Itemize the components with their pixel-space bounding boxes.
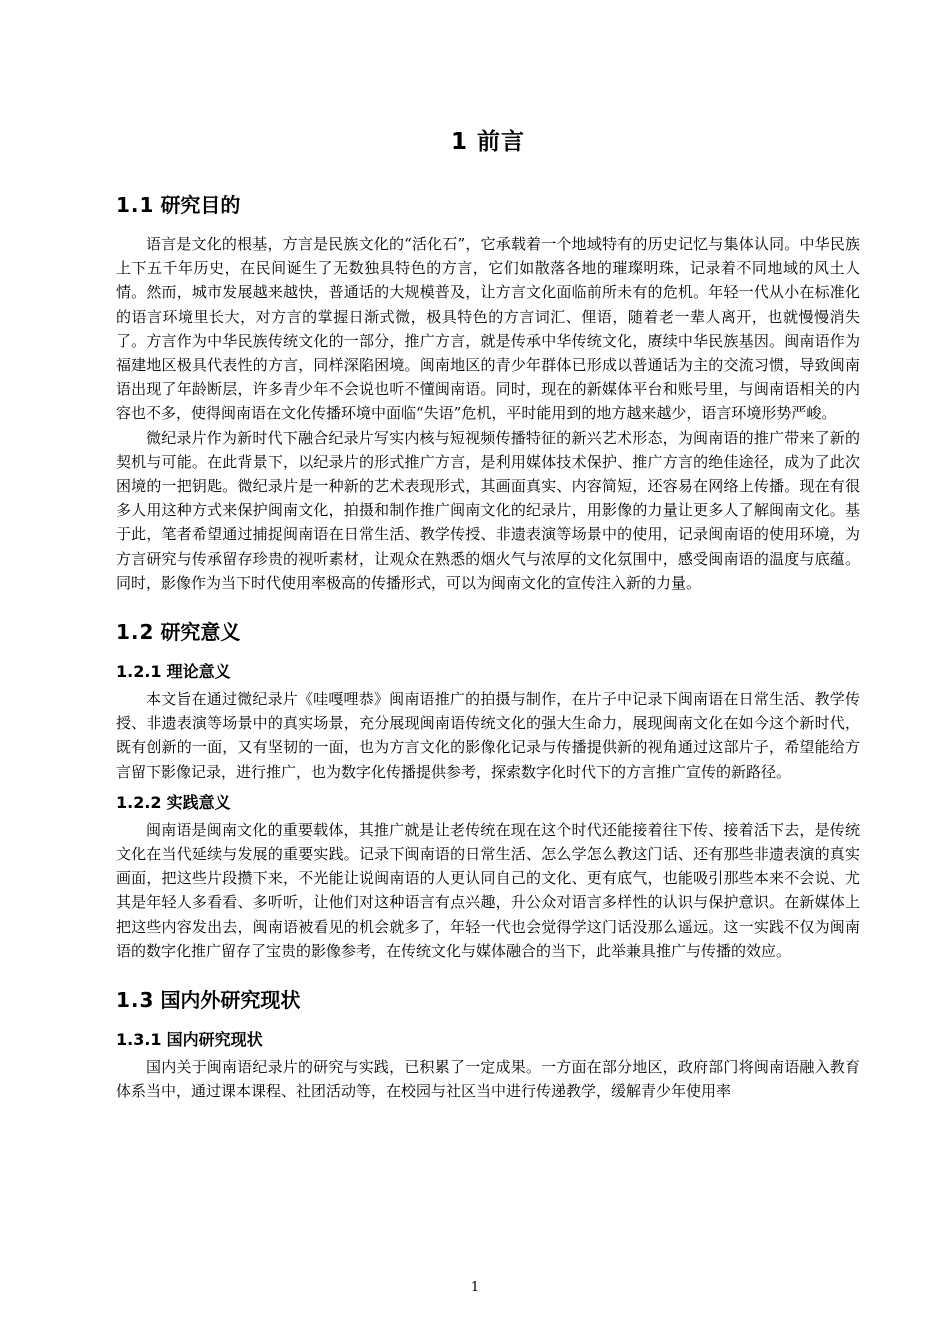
subsection-title: 理论意义 (166, 662, 231, 682)
section-heading-1-3 (116, 985, 860, 1015)
section-number: 1.2 (116, 620, 155, 645)
subsection-heading-1-2-2 (116, 790, 860, 816)
section-number: 1.3 (116, 988, 155, 1013)
section-heading-1-1 (116, 190, 860, 220)
subsection-number: 1.2.2 (116, 792, 162, 812)
subsection-title: 国内研究现状 (166, 1030, 263, 1050)
paragraph: 语言是文化的根基，方言是民族文化的“活化石”，它承载着一个地域特有的历史记忆与集体认同。中华民族上下五千年历史，在民间诞生了无数独具特色的方言，它们如散落各地的璀璨明珠，记录着不同地域的风土人情。然而，城市发展越来越快，普通话的大规模普及，让方言文化面临前所未有的危机。年轻一代从小在标准化的语言环境里长大，对方言的掌握日渐式微，极具特色的方言词汇、俚语，随着老一辈人离开，也就慢慢消失了。方言作为中华民族传统文化的一部分，推广方言，就是传承中华传统文化，赓续中华民族基因。闽南语作为福建地区极具代表性的方言，同样深陷困境。闽南地区的青少年群体已形成以普通话为主的交流习惯，导致闽南语出现了年龄断层，许多青少年不会说也听不懂闽南语。同时，现在的新媒体平台和账号里，与闽南语相关的内容也不多，使得闽南语在文化传播环境中面临“失语”危机，平时能用到的地方越来越少，语言环境形势严峻。 (116, 235, 860, 423)
section-heading-1-2 (116, 617, 860, 647)
subsection-title: 实践意义 (166, 792, 231, 812)
subsection-heading-1-2-1 (116, 659, 860, 685)
subsection-number: 1.3.1 (116, 1030, 162, 1050)
chapter-title: 1 前言 (450, 129, 525, 155)
paragraph: 微纪录片作为新时代下融合纪录片写实内核与短视频传播特征的新兴艺术形态，为闽南语的推广带来了新的契机与可能。在此背景下，以纪录片的形式推广方言，是利用媒体技术保护、推广方言的绝佳途径，成为了此次困境的一把钥匙。微纪录片是一种新的艺术表现形式，其画面真实、内容简短，还容易在网络上传播。现在有很多人用这种方式来保护闽南文化，拍摄和制作推广闽南文化的纪录片，用影像的力量让更多人了解闽南文化。基于此，笔者希望通过捕捉闽南语在日常生活、教学传授、非遗表演等场景中的使用，记录闽南语的使用环境，为方言研究与传承留存珍贵的视听素材，让观众在熟悉的烟火气与浓厚的文化氛围中，感受闽南语的温度与底蕴。同时，影像作为当下时代使用率极高的传播形式，可以为闽南文化的宣传注入新的力量。 (116, 428, 860, 592)
subsection-heading-1-3-1 (116, 1027, 860, 1053)
page-number: 1 (470, 1280, 480, 1295)
page-content (116, 124, 860, 1103)
section-number: 1.1 (116, 193, 155, 217)
section-title: 国内外研究现状 (160, 988, 301, 1013)
paragraph: 国内关于闽南语纪录片的研究与实践，已积累了一定成果。一方面在部分地区，政府部门将闽南语融入教育体系当中，通过课本课程、社团活动等，在校园与社区当中进行传递教学，缓解青少年使用率 (116, 1058, 860, 1101)
section-title: 研究目的 (160, 193, 241, 217)
section-title: 研究意义 (160, 620, 241, 645)
paragraph: 闽南语是闽南文化的重要载体，其推广就是让老传统在现在这个时代还能接着往下传、接着活下去，是传统文化在当代延续与发展的重要实践。记录下闽南语的日常生活、怎么学怎么教这门话、还有那些非遗表演的真实画面，把这些片段攒下来，不光能让说闽南语的人更认同自己的文化、更有底气，也能吸引那些本来不会说、尤其是年轻人多看看、多听听，让他们对这种语言有点兴趣，升公众对语言多样性的认识与保护意识。在新媒体上把这些内容发出去，闽南语被看见的机会就多了，年轻一代也会觉得学这门话没那么遥远。这一实践不仅为闽南语的数字化推广留存了宝贵的影像参考，在传统文化与媒体融合的当下，此举兼具推广与传播的效应。 (116, 820, 860, 960)
paragraph: 本文旨在通过微纪录片《哇嘎哩恭》闽南语推广的拍摄与制作，在片子中记录下闽南语在日常生活、教学传授、非遗表演等场景中的真实场景，充分展现闽南语传统文化的强大生命力，展现闽南文化在如今这个新时代，既有创新的一面，又有坚韧的一面，也为方言文化的影像化记录与传播提供新的视角通过这部片子，希望能给方言留下影像记录，进行推广，也为数字化传播提供参考，探索数字化时代下的方言推广宣传的新路径。 (116, 690, 860, 781)
subsection-number: 1.2.1 (116, 662, 162, 682)
